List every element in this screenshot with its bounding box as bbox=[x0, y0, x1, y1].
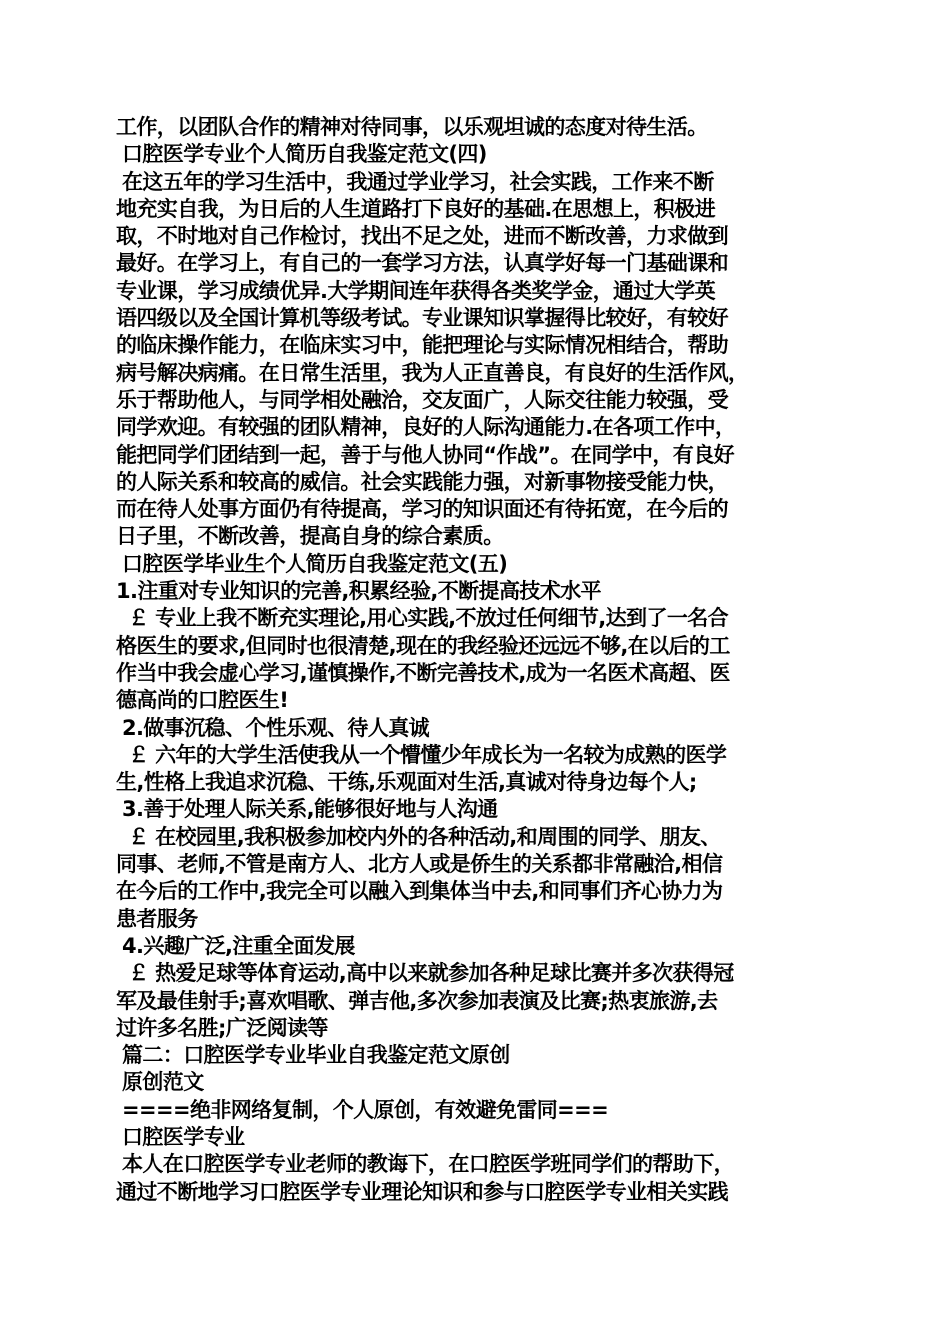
text-line: 2.做事沉稳、个性乐观、待人真诚 bbox=[122, 715, 429, 740]
text-line: 能把同学们团结到一起，善于与他人协同“作战”。在同学中，有良好 bbox=[116, 442, 735, 467]
text-line: 患者服务 bbox=[116, 906, 198, 931]
text-line: 的临床操作能力，在临床实习中，能把理论与实际情况相结合，帮助 bbox=[116, 333, 728, 358]
text-line: 最好。在学习上，有自己的一套学习方法，认真学好每一门基础课和 bbox=[116, 251, 728, 276]
text-line: 作当中我会虚心学习,谨慎操作,不断完善技术,成为一名医术高超、医 bbox=[116, 660, 730, 685]
text-line: 1.注重对专业知识的完善,积累经验,不断提高技术水平 bbox=[116, 579, 601, 604]
text-line: 乐于帮助他人，与同学相处融洽，交友面广，人际交往能力较强，受 bbox=[116, 387, 728, 412]
text-line: 过许多名胜;广泛阅读等 bbox=[116, 1015, 328, 1040]
text-line: 4.兴趣广泛,注重全面发展 bbox=[122, 933, 355, 958]
text-line: 口腔医学专业 bbox=[122, 1124, 245, 1149]
text-line: ====绝非网络复制，个人原创，有效避免雷同=== bbox=[122, 1097, 609, 1122]
text-line: 而在待人处事方面仍有待提高，学习的知识面还有待拓宽，在今后的 bbox=[116, 497, 728, 522]
text-line: 口腔医学专业个人简历自我鉴定范文(四) bbox=[122, 142, 487, 167]
text-line: 专业课，学习成绩优异.大学期间连年获得各类奖学金，通过大学英 bbox=[116, 278, 715, 303]
text-line: 通过不断地学习口腔医学专业理论知识和参与口腔医学专业相关实践 bbox=[116, 1179, 728, 1204]
text-line: 原创范文 bbox=[122, 1070, 204, 1095]
text-line: ￡ 热爱足球等体育运动,高中以来就参加各种足球比赛并多次获得冠 bbox=[128, 961, 734, 986]
text-line: 的人际关系和较高的威信。社会实践能力强，对新事物接受能力快， bbox=[116, 469, 728, 494]
text-line: ￡ 六年的大学生活使我从一个懵懂少年成长为一名较为成熟的医学 bbox=[128, 742, 727, 767]
text-line: 日子里，不断改善，提高自身的综合素质。 bbox=[116, 524, 504, 549]
text-line: 篇二：口腔医学专业毕业自我鉴定范文原创 bbox=[122, 1043, 510, 1068]
text-line: 语四级以及全国计算机等级考试。专业课知识掌握得比较好，有较好 bbox=[116, 306, 728, 331]
text-line: 口腔医学毕业生个人简历自我鉴定范文(五) bbox=[122, 551, 508, 576]
text-line: 3.善于处理人际关系,能够很好地与人沟通 bbox=[122, 797, 498, 822]
text-line: 生,性格上我追求沉稳、干练,乐观面对生活,真诚对待身边每个人; bbox=[116, 770, 697, 795]
text-line: 地充实自我，为日后的人生道路打下良好的基础.在思想上，积极进 bbox=[116, 196, 715, 221]
text-line: 格医生的要求,但同时也很清楚,现在的我经验还远远不够,在以后的工 bbox=[116, 633, 730, 658]
text-line: 同事、老师,不管是南方人、北方人或是侨生的关系都非常融洽,相信 bbox=[116, 852, 723, 877]
text-line: ￡ 在校园里,我积极参加校内外的各种活动,和周围的同学、朋友、 bbox=[128, 824, 721, 849]
text-line: ￡ 专业上我不断充实理论,用心实践,不放过任何细节,达到了一名合 bbox=[128, 606, 729, 631]
text-line: 德高尚的口腔医生! bbox=[116, 688, 289, 713]
text-line: 本人在口腔医学专业老师的教诲下，在口腔医学班同学们的帮助下， bbox=[122, 1152, 734, 1177]
text-line: 在这五年的学习生活中，我通过学业学习，社会实践，工作来不断 bbox=[122, 169, 714, 194]
text-line: 同学欢迎。有较强的团队精神，良好的人际沟通能力.在各项工作中， bbox=[116, 415, 736, 440]
text-line: 取，不时地对自己作检讨，找出不足之处，进而不断改善，力求做到 bbox=[116, 224, 728, 249]
text-line: 在今后的工作中,我完全可以融入到集体当中去,和同事们齐心协力为 bbox=[116, 879, 723, 904]
document-body bbox=[116, 114, 856, 1206]
text-line: 病号解决病痛。在日常生活里，我为人正直善良，有良好的生活作风， bbox=[116, 360, 749, 385]
text-line: 军及最佳射手;喜欢唱歌、弹吉他,多次参加表演及比赛;热衷旅游,去 bbox=[116, 988, 718, 1013]
text-line: 工作，以团队合作的精神对待同事，以乐观坦诚的态度对待生活。 bbox=[116, 115, 708, 139]
